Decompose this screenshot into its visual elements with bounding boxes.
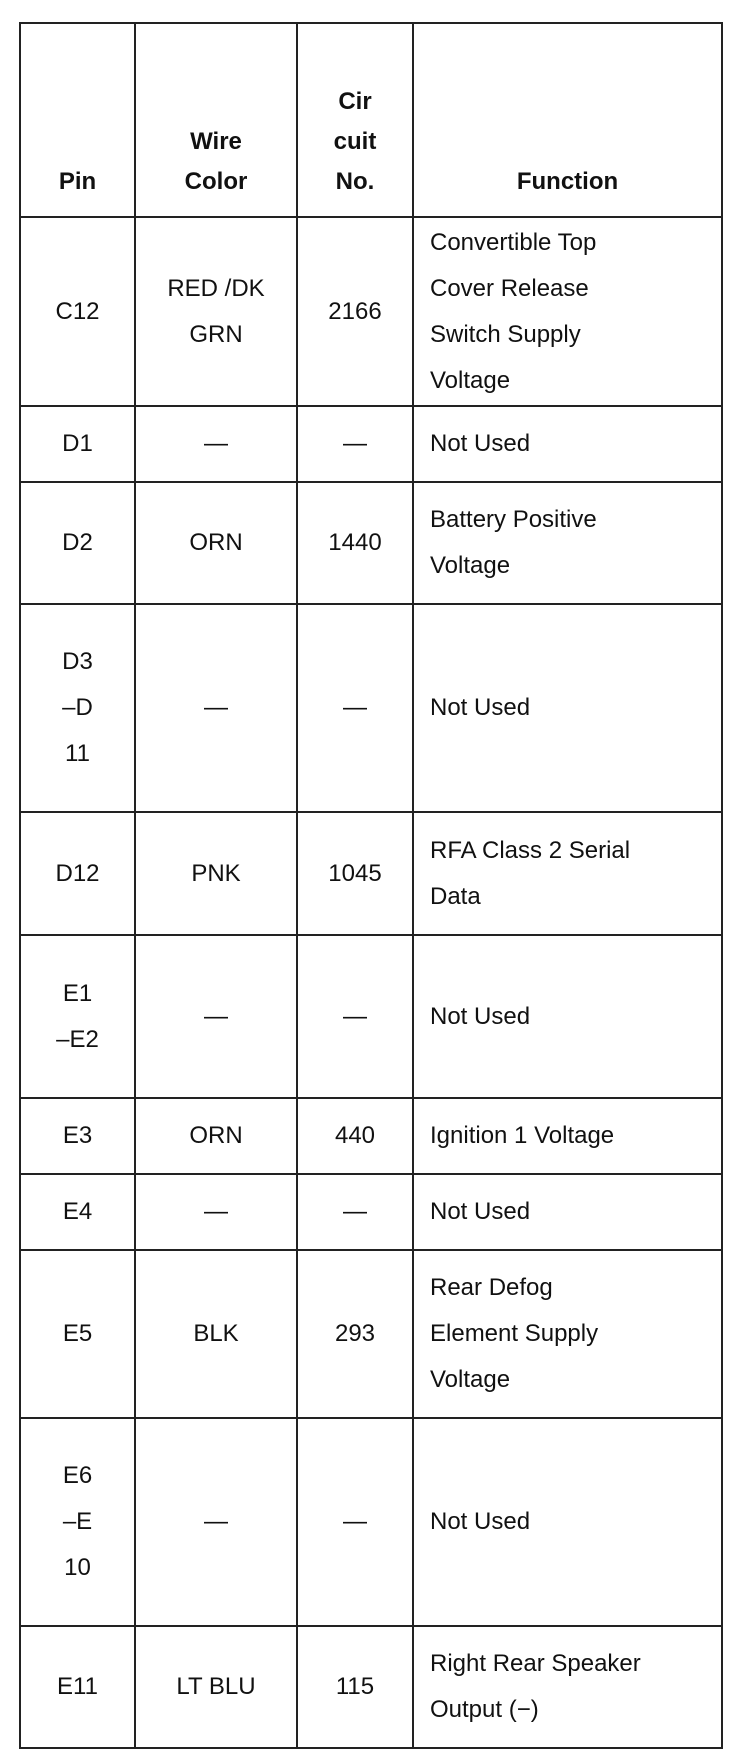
function-cell: Not Used [413,604,722,812]
pin-cell: E11 [20,1626,135,1748]
circuit-no-cell: — [297,1418,413,1626]
column-header-circuit-no: Cir cuit No. [297,23,413,217]
pin-cell: D1 [20,406,135,482]
wire-color-cell: — [135,935,297,1098]
pin-cell: E5 [20,1250,135,1418]
circuit-no-cell: 115 [297,1626,413,1748]
function-cell: Not Used [413,406,722,482]
table-row [20,1626,722,1748]
table-row [20,604,722,812]
wire-color-cell: — [135,1418,297,1626]
connector-pin-table [19,22,723,1749]
pin-cell: D3 –D 11 [20,604,135,812]
wire-color-cell: — [135,1174,297,1250]
wire-color-cell: ORN [135,482,297,604]
wire-color-cell: BLK [135,1250,297,1418]
pin-cell: C12 [20,217,135,406]
circuit-no-cell: 1440 [297,482,413,604]
pin-cell: E1 –E2 [20,935,135,1098]
function-cell: Ignition 1 Voltage [413,1098,722,1174]
function-cell: Battery Positive Voltage [413,482,722,604]
wire-color-cell: PNK [135,812,297,935]
table-row [20,1418,722,1626]
pin-cell: D12 [20,812,135,935]
wire-color-cell: LT BLU [135,1626,297,1748]
pin-cell: E4 [20,1174,135,1250]
circuit-no-cell: — [297,1174,413,1250]
wire-color-cell: — [135,406,297,482]
table-row [20,406,722,482]
circuit-no-cell: — [297,935,413,1098]
table-row [20,812,722,935]
function-cell: Not Used [413,1174,722,1250]
table-row [20,935,722,1098]
table-header-row [20,23,722,217]
column-header-wire-color: Wire Color [135,23,297,217]
column-header-pin: Pin [20,23,135,217]
circuit-no-cell: 293 [297,1250,413,1418]
table-row [20,1250,722,1418]
function-cell: RFA Class 2 Serial Data [413,812,722,935]
column-header-function: Function [413,23,722,217]
pin-cell: E6 –E 10 [20,1418,135,1626]
function-cell: Rear Defog Element Supply Voltage [413,1250,722,1418]
function-cell: Right Rear Speaker Output (−) [413,1626,722,1748]
pin-cell: E3 [20,1098,135,1174]
table-row [20,482,722,604]
circuit-no-cell: — [297,406,413,482]
function-cell: Convertible Top Cover Release Switch Supply Voltage [413,217,722,406]
table-row [20,1174,722,1250]
function-cell: Not Used [413,1418,722,1626]
table-row [20,217,722,406]
function-cell: Not Used [413,935,722,1098]
circuit-no-cell: 440 [297,1098,413,1174]
wire-color-cell: — [135,604,297,812]
wire-color-cell: ORN [135,1098,297,1174]
wire-color-cell: RED /DK GRN [135,217,297,406]
circuit-no-cell: 1045 [297,812,413,935]
pin-cell: D2 [20,482,135,604]
table-row [20,1098,722,1174]
circuit-no-cell: 2166 [297,217,413,406]
circuit-no-cell: — [297,604,413,812]
